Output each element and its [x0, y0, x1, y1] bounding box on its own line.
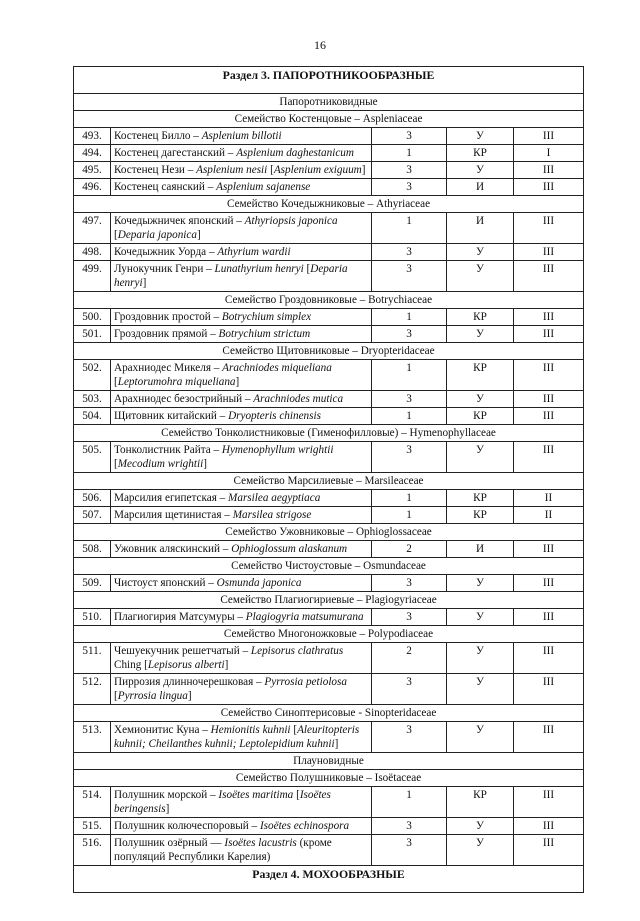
- species-name: [111, 391, 372, 408]
- name-text: Хемионитис Куна –: [114, 724, 211, 736]
- scientific-name: Isoëtes lacustris: [224, 837, 297, 849]
- category-value: 1: [372, 408, 447, 425]
- status-value: КР: [447, 360, 514, 391]
- category-value: 1: [372, 360, 447, 391]
- category-value: 3: [372, 179, 447, 196]
- family-header-row: [74, 626, 584, 643]
- scientific-name: Mecodium wrightii: [117, 458, 204, 470]
- species-row: [74, 643, 584, 674]
- status-value: У: [447, 244, 514, 261]
- family-title: Семейство Синоптерисовые - Sinopteridaceae: [74, 705, 584, 722]
- family-title: Семейство Костенцовые – Aspleniaceae: [74, 111, 584, 128]
- category-value: 3: [372, 609, 447, 626]
- rarity-value: III: [514, 643, 584, 674]
- family-title: Семейство Гроздовниковые – Botrychiaceae: [74, 292, 584, 309]
- species-row: [74, 609, 584, 626]
- category-value: 3: [372, 674, 447, 705]
- family-header-row: [74, 425, 584, 442]
- name-text: Гроздовник простой –: [114, 311, 222, 323]
- page-number: 16: [314, 38, 326, 52]
- status-value: У: [447, 722, 514, 753]
- species-number: 505.: [74, 442, 111, 473]
- scientific-name: Isoëtes echinospora: [259, 820, 350, 832]
- family-title: Семейство Ужовниковые – Ophioglossaceae: [74, 524, 584, 541]
- category-value: 3: [372, 261, 447, 292]
- name-text: ]: [203, 458, 207, 470]
- species-number: 507.: [74, 507, 111, 524]
- category-value: 1: [372, 309, 447, 326]
- category-value: 1: [372, 787, 447, 818]
- status-value: КР: [447, 490, 514, 507]
- category-value: 3: [372, 835, 447, 866]
- species-name: [111, 575, 372, 592]
- name-text: ]: [235, 376, 240, 388]
- scientific-name: Plagiogyria matsumurana: [245, 611, 364, 623]
- name-text: ]: [224, 659, 229, 671]
- family-header-row: [74, 473, 584, 490]
- species-number: 513.: [74, 722, 111, 753]
- family-header-row: [74, 111, 584, 128]
- family-title: Семейство Плагиогириевые – Plagiogyriaceae: [74, 592, 584, 609]
- species-name: [111, 835, 372, 866]
- name-text: ]: [361, 164, 366, 176]
- category-value: 1: [372, 490, 447, 507]
- scientific-name: Deparia henryi: [114, 263, 348, 289]
- category-value: 3: [372, 575, 447, 592]
- species-number: 511.: [74, 643, 111, 674]
- name-text: Полушник колючеспоровый –: [114, 820, 260, 832]
- scientific-name: Arachniodes miqueliana: [222, 362, 332, 374]
- species-row: [74, 575, 584, 592]
- scientific-name: Arachniodes mutica: [253, 393, 344, 405]
- family-title: Семейство Полушниковые – Isoëtaceae: [74, 770, 584, 787]
- status-value: У: [447, 162, 514, 179]
- rarity-value: II: [514, 490, 584, 507]
- section-header-row: [74, 866, 584, 893]
- section-header-row: [74, 67, 584, 94]
- scientific-name: Athyriopsis japonica: [244, 215, 338, 227]
- name-text: [: [114, 376, 118, 388]
- family-title: Семейство Марсилиевые – Marsileaceae: [74, 473, 584, 490]
- section-title: Раздел 4. МОХООБРАЗНЫЕ: [74, 866, 584, 893]
- species-row: [74, 674, 584, 705]
- rarity-value: III: [514, 261, 584, 292]
- scientific-name: Hymenophyllum wrightii: [221, 444, 334, 456]
- scientific-name: Lepisorus alberti: [147, 659, 225, 671]
- species-number: 504.: [74, 408, 111, 425]
- family-header-row: [74, 343, 584, 360]
- species-number: 494.: [74, 145, 111, 162]
- name-text: Костенец саянский –: [114, 181, 217, 193]
- species-name: [111, 360, 372, 391]
- species-number: 495.: [74, 162, 111, 179]
- name-text: Полушник озёрный —: [114, 837, 225, 849]
- rarity-value: III: [514, 213, 584, 244]
- species-name: [111, 490, 372, 507]
- scientific-name: Lunathyrium henryi: [214, 263, 304, 275]
- species-name: [111, 309, 372, 326]
- category-value: 3: [372, 442, 447, 473]
- rarity-value: III: [514, 609, 584, 626]
- name-text: [: [114, 229, 118, 241]
- species-name: [111, 541, 372, 558]
- species-name: [111, 145, 372, 162]
- category-value: 1: [372, 145, 447, 162]
- name-text: ]: [196, 229, 201, 241]
- species-number: 516.: [74, 835, 111, 866]
- species-row: [74, 391, 584, 408]
- status-value: И: [447, 179, 514, 196]
- species-row: [74, 507, 584, 524]
- rarity-value: III: [514, 442, 584, 473]
- scientific-name: Pyrrosia petiolosa: [264, 676, 347, 688]
- scientific-name: Asplenium billotii: [201, 130, 282, 142]
- species-row: [74, 818, 584, 835]
- species-number: 514.: [74, 787, 111, 818]
- species-name: [111, 261, 372, 292]
- scientific-name: Isoëtes beringensis: [114, 789, 331, 815]
- name-text: [: [114, 690, 118, 702]
- species-number: 500.: [74, 309, 111, 326]
- name-text: [: [290, 724, 298, 736]
- family-title: Семейство Кочедыжниковые – Athyriaceae: [74, 196, 584, 213]
- species-number: 496.: [74, 179, 111, 196]
- name-text: [: [303, 263, 311, 275]
- family-title: Семейство Чистоустовые – Osmundaceae: [74, 558, 584, 575]
- name-text: Пиррозия длинночерешковая –: [114, 676, 265, 688]
- category-value: 3: [372, 162, 447, 179]
- rarity-value: I: [514, 145, 584, 162]
- scientific-name: Botrychium simplex: [221, 311, 312, 323]
- species-name: [111, 722, 372, 753]
- name-text: ]: [187, 690, 192, 702]
- rarity-value: III: [514, 575, 584, 592]
- rarity-value: III: [514, 360, 584, 391]
- name-text: Плагиогирия Матсумуры –: [114, 611, 246, 623]
- scientific-name: Deparia japonica: [117, 229, 197, 241]
- status-value: И: [447, 541, 514, 558]
- category-value: 3: [372, 244, 447, 261]
- name-text: Полушник морской –: [114, 789, 219, 801]
- species-row: [74, 722, 584, 753]
- scientific-name: Pyrrosia lingua: [117, 690, 188, 702]
- status-value: У: [447, 261, 514, 292]
- scientific-name: Asplenium sajanense: [216, 181, 311, 193]
- rarity-value: III: [514, 128, 584, 145]
- species-row: [74, 787, 584, 818]
- group-title: Папоротниковидные: [74, 94, 584, 111]
- status-value: КР: [447, 507, 514, 524]
- species-name: [111, 609, 372, 626]
- family-title: Семейство Тонколистниковые (Гименофилловые) – Hymenophyllaceae: [74, 425, 584, 442]
- group-header-row: [74, 753, 584, 770]
- species-row: [74, 541, 584, 558]
- species-row: [74, 162, 584, 179]
- category-value: 2: [372, 643, 447, 674]
- section-title: Раздел 3. ПАПОРОТНИКООБРАЗНЫЕ: [74, 67, 584, 94]
- name-text: Кочедыжничек японский –: [114, 215, 245, 227]
- species-number: 508.: [74, 541, 111, 558]
- family-header-row: [74, 592, 584, 609]
- status-value: У: [447, 835, 514, 866]
- species-row: [74, 326, 584, 343]
- group-header-row: [74, 94, 584, 111]
- name-text: Костенец Билло –: [114, 130, 202, 142]
- rarity-value: III: [514, 309, 584, 326]
- group-title: Плауновидные: [74, 753, 584, 770]
- scientific-name: Athyrium wardii: [217, 246, 291, 258]
- category-value: 3: [372, 722, 447, 753]
- name-text: Ужовник аляскинский –: [114, 543, 232, 555]
- name-text: Щитовник китайский –: [114, 410, 229, 422]
- name-text: Лунокучник Генри –: [114, 263, 215, 275]
- scientific-name: Osmunda japonica: [216, 577, 302, 589]
- rarity-value: III: [514, 179, 584, 196]
- species-name: [111, 162, 372, 179]
- scientific-name: Asplenium exiguum: [273, 164, 362, 176]
- rarity-value: III: [514, 787, 584, 818]
- species-name: [111, 408, 372, 425]
- name-text: Ching [: [114, 659, 148, 671]
- species-row: [74, 261, 584, 292]
- status-value: КР: [447, 787, 514, 818]
- name-text: Кочедыжник Уорда –: [114, 246, 218, 258]
- status-value: У: [447, 326, 514, 343]
- species-name: [111, 818, 372, 835]
- species-name: [111, 787, 372, 818]
- scientific-name: Ophioglossum alaskanum: [231, 543, 348, 555]
- species-row: [74, 244, 584, 261]
- species-name: [111, 326, 372, 343]
- species-number: 498.: [74, 244, 111, 261]
- species-number: 503.: [74, 391, 111, 408]
- family-header-row: [74, 292, 584, 309]
- rarity-value: III: [514, 326, 584, 343]
- category-value: 1: [372, 213, 447, 244]
- name-text: Гроздовник прямой –: [114, 328, 219, 340]
- category-value: 3: [372, 818, 447, 835]
- status-value: У: [447, 674, 514, 705]
- status-value: КР: [447, 145, 514, 162]
- name-text: (кроме популяций Республики Карелия): [114, 837, 332, 863]
- species-row: [74, 442, 584, 473]
- family-header-row: [74, 524, 584, 541]
- category-value: 1: [372, 507, 447, 524]
- species-number: 493.: [74, 128, 111, 145]
- rarity-value: III: [514, 162, 584, 179]
- scientific-name: Dryopteris chinensis: [228, 410, 321, 422]
- species-name: [111, 643, 372, 674]
- rarity-value: III: [514, 835, 584, 866]
- species-number: 510.: [74, 609, 111, 626]
- name-text: [: [267, 164, 274, 176]
- scientific-name: Marsilea strigose: [232, 509, 312, 521]
- status-value: У: [447, 609, 514, 626]
- status-value: У: [447, 391, 514, 408]
- name-text: [: [293, 789, 300, 801]
- species-row: [74, 360, 584, 391]
- scientific-name: Marsilea aegyptiaca: [228, 492, 321, 504]
- species-name: [111, 128, 372, 145]
- species-number: 512.: [74, 674, 111, 705]
- name-text: Чистоуст японский –: [114, 577, 217, 589]
- scientific-name: Botrychium strictum: [218, 328, 311, 340]
- name-text: Арахниодес Микеля –: [114, 362, 223, 374]
- rarity-value: III: [514, 722, 584, 753]
- species-name: [111, 179, 372, 196]
- name-text: [: [114, 458, 118, 470]
- species-number: 502.: [74, 360, 111, 391]
- species-row: [74, 179, 584, 196]
- species-number: 501.: [74, 326, 111, 343]
- status-value: У: [447, 575, 514, 592]
- family-header-row: [74, 770, 584, 787]
- category-value: 2: [372, 541, 447, 558]
- species-name: [111, 244, 372, 261]
- name-text: Марсилия египетская –: [114, 492, 229, 504]
- category-value: 3: [372, 128, 447, 145]
- name-text: Арахниодес безострийный –: [114, 393, 254, 405]
- species-name: [111, 213, 372, 244]
- scientific-name: Asplenium daghestanicum: [236, 147, 354, 159]
- scientific-name: Leptorumohra miqueliana: [117, 376, 236, 388]
- status-value: КР: [447, 408, 514, 425]
- rarity-value: III: [514, 818, 584, 835]
- status-value: У: [447, 818, 514, 835]
- species-row: [74, 128, 584, 145]
- rarity-value: III: [514, 408, 584, 425]
- species-row: [74, 408, 584, 425]
- family-header-row: [74, 196, 584, 213]
- species-name: [111, 674, 372, 705]
- species-row: [74, 213, 584, 244]
- scientific-name: Isoëtes maritima: [218, 789, 294, 801]
- species-number: 506.: [74, 490, 111, 507]
- species-row: [74, 309, 584, 326]
- name-text: Тонколистник Райта –: [114, 444, 222, 456]
- status-value: У: [447, 442, 514, 473]
- status-value: И: [447, 213, 514, 244]
- species-number: 497.: [74, 213, 111, 244]
- species-row: [74, 490, 584, 507]
- status-value: КР: [447, 309, 514, 326]
- species-number: 499.: [74, 261, 111, 292]
- scientific-name: Hemionitis kuhnii: [210, 724, 291, 736]
- red-book-table: [73, 66, 584, 893]
- species-number: 515.: [74, 818, 111, 835]
- species-number: 509.: [74, 575, 111, 592]
- name-text: ]: [165, 803, 170, 815]
- family-header-row: [74, 705, 584, 722]
- species-name: [111, 507, 372, 524]
- name-text: Чешуекучник решетчатый –: [114, 645, 251, 657]
- status-value: У: [447, 643, 514, 674]
- status-value: У: [447, 128, 514, 145]
- species-row: [74, 835, 584, 866]
- species-name: [111, 442, 372, 473]
- rarity-value: III: [514, 674, 584, 705]
- scientific-name: Asplenium nesii: [196, 164, 268, 176]
- name-text: Костенец дагестанский –: [114, 147, 237, 159]
- family-title: Семейство Щитовниковые – Dryopteridaceae: [74, 343, 584, 360]
- scientific-name: Aleuritopteris kuhnii; Cheilanthes kuhnii; Leptolepidium kuhnii: [114, 724, 360, 750]
- species-row: [74, 145, 584, 162]
- family-header-row: [74, 558, 584, 575]
- rarity-value: II: [514, 507, 584, 524]
- name-text: Костенец Нези –: [114, 164, 197, 176]
- family-title: Семейство Многоножковые – Polypodiaceae: [74, 626, 584, 643]
- rarity-value: III: [514, 541, 584, 558]
- rarity-value: III: [514, 391, 584, 408]
- name-text: Марсилия щетинистая –: [114, 509, 233, 521]
- rarity-value: III: [514, 244, 584, 261]
- scientific-name: Lepisorus clathratus: [250, 645, 344, 657]
- name-text: ]: [334, 738, 339, 750]
- name-text: ]: [142, 277, 147, 289]
- category-value: 3: [372, 391, 447, 408]
- category-value: 3: [372, 326, 447, 343]
